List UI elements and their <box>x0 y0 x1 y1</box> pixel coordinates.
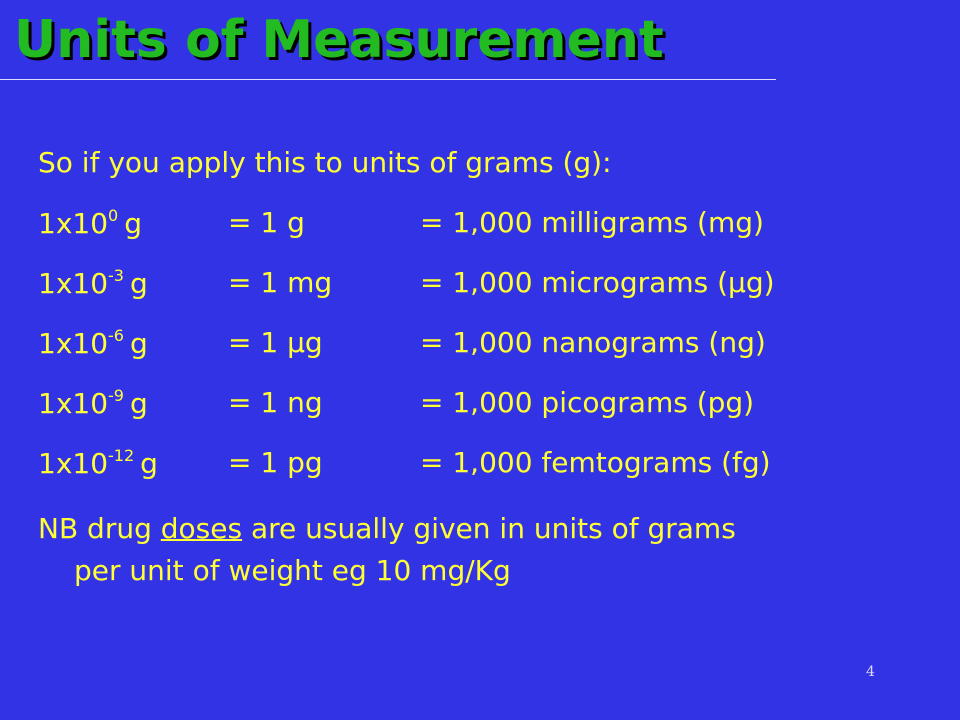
equivalent-unit: = 1 µg <box>228 326 323 359</box>
note-text: NB drug <box>38 512 161 545</box>
power-expression: $1x10^0$ g <box>38 206 142 240</box>
conversion-row <box>38 266 918 306</box>
power-expression: $1x10^{-9}$ g <box>38 386 148 420</box>
equivalent-value: = 1,000 femtograms (fg) <box>420 446 771 479</box>
conversion-row <box>38 326 918 366</box>
equivalent-unit: = 1 g <box>228 206 305 239</box>
equivalent-value: = 1,000 nanograms (ng) <box>420 326 766 359</box>
equivalent-value: = 1,000 micrograms (µg) <box>420 266 775 299</box>
page-number: 4 <box>866 664 875 680</box>
equivalent-value: = 1,000 milligrams (mg) <box>420 206 764 239</box>
equivalent-unit: = 1 pg <box>228 446 323 479</box>
power-expression: $1x10^{-12}$ g <box>38 446 158 480</box>
title-underline <box>0 79 776 80</box>
equivalent-unit: = 1 mg <box>228 266 333 299</box>
equivalent-value: = 1,000 picograms (pg) <box>420 386 755 419</box>
slide-title: Units of Measurement <box>14 10 664 70</box>
note-text: are usually given in units of grams <box>242 512 736 545</box>
intro-line: So if you apply this to units of grams (g): <box>38 146 612 179</box>
power-expression: $1x10^{-6}$ g <box>38 326 148 360</box>
power-expression: $1x10^{-3}$ g <box>38 266 148 300</box>
dose-note <box>38 508 928 592</box>
conversion-row <box>38 386 918 426</box>
note-continuation: per unit of weight eg 10 mg/Kg <box>74 554 511 587</box>
equivalent-unit: = 1 ng <box>228 386 323 419</box>
note-emphasis: doses <box>160 512 243 545</box>
conversion-row <box>38 206 918 246</box>
conversion-row <box>38 446 918 486</box>
